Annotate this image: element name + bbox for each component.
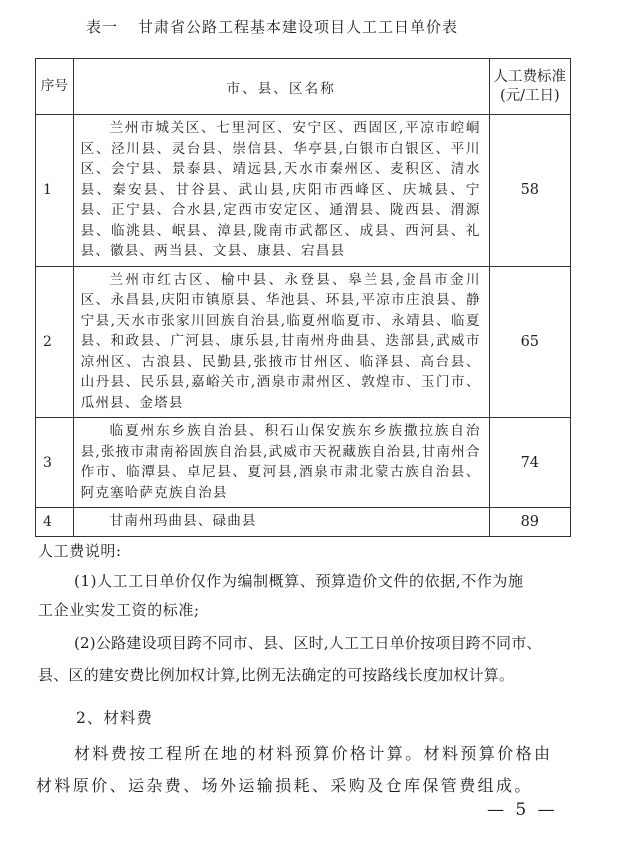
notes-heading: 人工费说明:: [38, 542, 122, 560]
section-heading: 2、材料费: [76, 709, 153, 727]
region-list: 兰州市红古区、榆中县、永登县、皋兰县,金昌市金川区、永昌县,庆阳市镇原县、华池县、环县,平凉市庄浪县、静宁县,天水市张家川回族自治县,临夏州临夏市、永靖县、临夏县、和政县、广河县、康乐县,甘南州舟曲县、迭部县,武威市凉州区、古浪县、民勤县,张掖市甘州区、临泽县、高台县、山丹县、民乐县,嘉峪关市,酒泉市肃州区、敦煌市、玉门市、瓜州县、金塔县: [73, 266, 489, 418]
note-2-line-2: 县、区的建安费比例加权计算,比例无法确定的可按路线长度加权计算。: [38, 666, 515, 684]
labor-rate: 65: [489, 266, 570, 418]
table-title-text: 甘肃省公路工程基本建设项目人工工日单价表: [138, 18, 459, 36]
labor-rate: 89: [489, 508, 570, 537]
row-number: 4: [36, 508, 74, 537]
table-title: [86, 16, 458, 37]
labor-rate: 74: [489, 418, 570, 508]
region-list: 临夏州东乡族自治县、积石山保安族东乡族撒拉族自治县,张掖市肃南裕固族自治县,武威市天祝藏族自治县,甘南州合作市、临潭县、卓尼县、夏河县,酒泉市肃北蒙古族自治县、阿克塞哈萨克族自治县: [73, 418, 489, 508]
table-label: 表一: [86, 18, 119, 36]
paragraph-line-1: 材料费按工程所在地的材料预算价格计算。材料预算价格由: [74, 744, 553, 763]
page-number: — 5 —: [487, 800, 558, 820]
row-number: 3: [36, 418, 74, 508]
region-list: 甘南州玛曲县、碌曲县: [73, 508, 489, 537]
table-row: [36, 115, 571, 267]
table-row: [36, 266, 571, 418]
note-1-line-2: 工企业实发工资的标准;: [38, 601, 200, 619]
row-number: 1: [36, 115, 74, 267]
header-name: 市、县、区名称: [73, 59, 489, 115]
region-list: 兰州市城关区、七里河区、安宁区、西固区,平凉市崆峒区、泾川县、灵台县、崇信县、华亭县,白银市白银区、平川区、会宁县、景泰县、靖远县,天水市秦州区、麦积区、清水县、秦安县、甘谷县、武山县,庆阳市西峰区、庆城县、宁县、正宁县、合水县,定西市安定区、通渭县、陇西县、渭源县、临洮县、岷县、漳县,陇南市武都区、成县、西河县、礼县、徽县、两当县、文县、康县、宕昌县: [73, 115, 489, 267]
table-header-row: [36, 59, 571, 115]
table-row: [36, 418, 571, 508]
header-no: 序号: [36, 59, 74, 115]
labor-rate-table: [35, 58, 571, 537]
header-price: 人工费标准(元/工日): [489, 59, 570, 115]
labor-rate: 58: [489, 115, 570, 267]
row-number: 2: [36, 266, 74, 418]
note-1-line-1: (1)人工工日单价仅作为编制概算、预算造价文件的依据,不作为施: [74, 572, 524, 590]
paragraph-line-2: 材料原价、运杂费、场外运输损耗、采购及仓库保管费组成。: [36, 776, 533, 795]
note-2-line-1: (2)公路建设项目跨不同市、县、区时,人工工日单价按项目跨不同市、: [74, 634, 542, 652]
table-row: [36, 508, 571, 537]
